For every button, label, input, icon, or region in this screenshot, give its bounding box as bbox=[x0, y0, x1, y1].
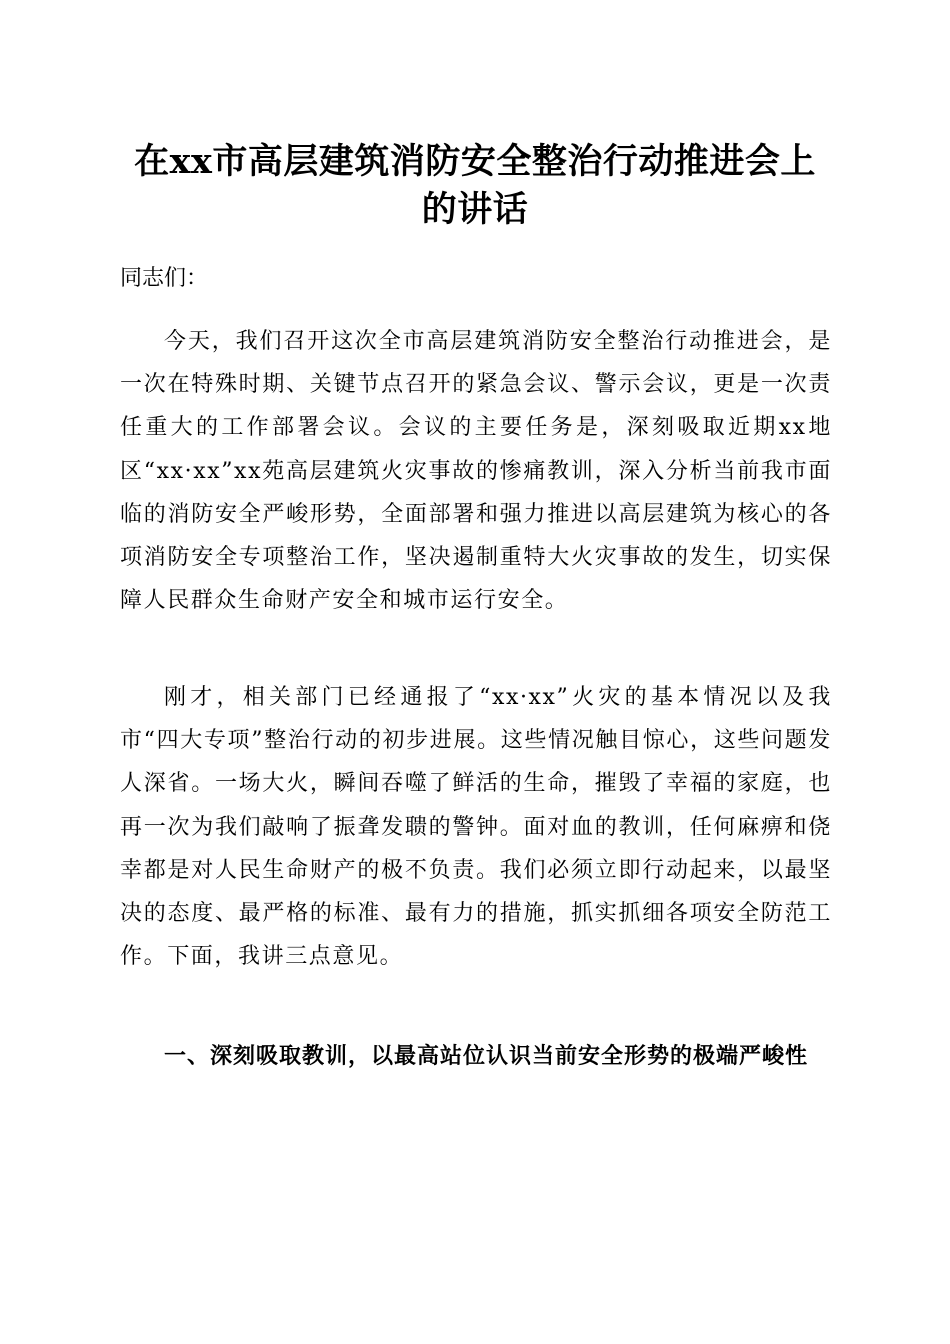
salutation: 同志们： bbox=[120, 266, 209, 291]
body-paragraph-1: 今天，我们召开这次全市高层建筑消防安全整治行动推进会，是一次在特殊时期、关键节点召开的紧急会议、警示会议，更是一次责任重大的工作部署会议。会议的主要任务是，深刻吸取近期xx地区“xx·xx”xx苑高层建筑火灾事故的惨痛教训，深入分析当前我市面临的消防安全严峻形势，全面部署和强力推进以高层建筑为核心的各项消防安全专项整治工作，坚决遏制重特大火灾事故的发生，切实保障人民群众生命财产安全和城市运行安全。 bbox=[120, 329, 832, 614]
document-title bbox=[110, 138, 840, 234]
title-line-2: 的讲话 bbox=[421, 189, 529, 230]
title-line-1: 在xx市高层建筑消防安全整治行动推进会上 bbox=[134, 141, 816, 182]
section-heading-1: 一、深刻吸取教训，以最高站位认识当前安全形势的极端严峻性 bbox=[164, 1044, 809, 1069]
body-paragraph-2: 刚才，相关部门已经通报了“xx·xx”火灾的基本情况以及我市“四大专项”整治行动的初步进展。这些情况触目惊心，这些问题发人深省。一场大火，瞬间吞噬了鲜活的生命，摧毁了幸福的家庭，也再一次为我们敲响了振聋发聩的警钟。面对血的教训，任何麻痹和侥幸都是对人民生命财产的极不负责。我们必须立即行动起来，以最坚决的态度、最严格的标准、最有力的措施，抓实抓细各项安全防范工作。下面，我讲三点意见。 bbox=[120, 685, 832, 970]
